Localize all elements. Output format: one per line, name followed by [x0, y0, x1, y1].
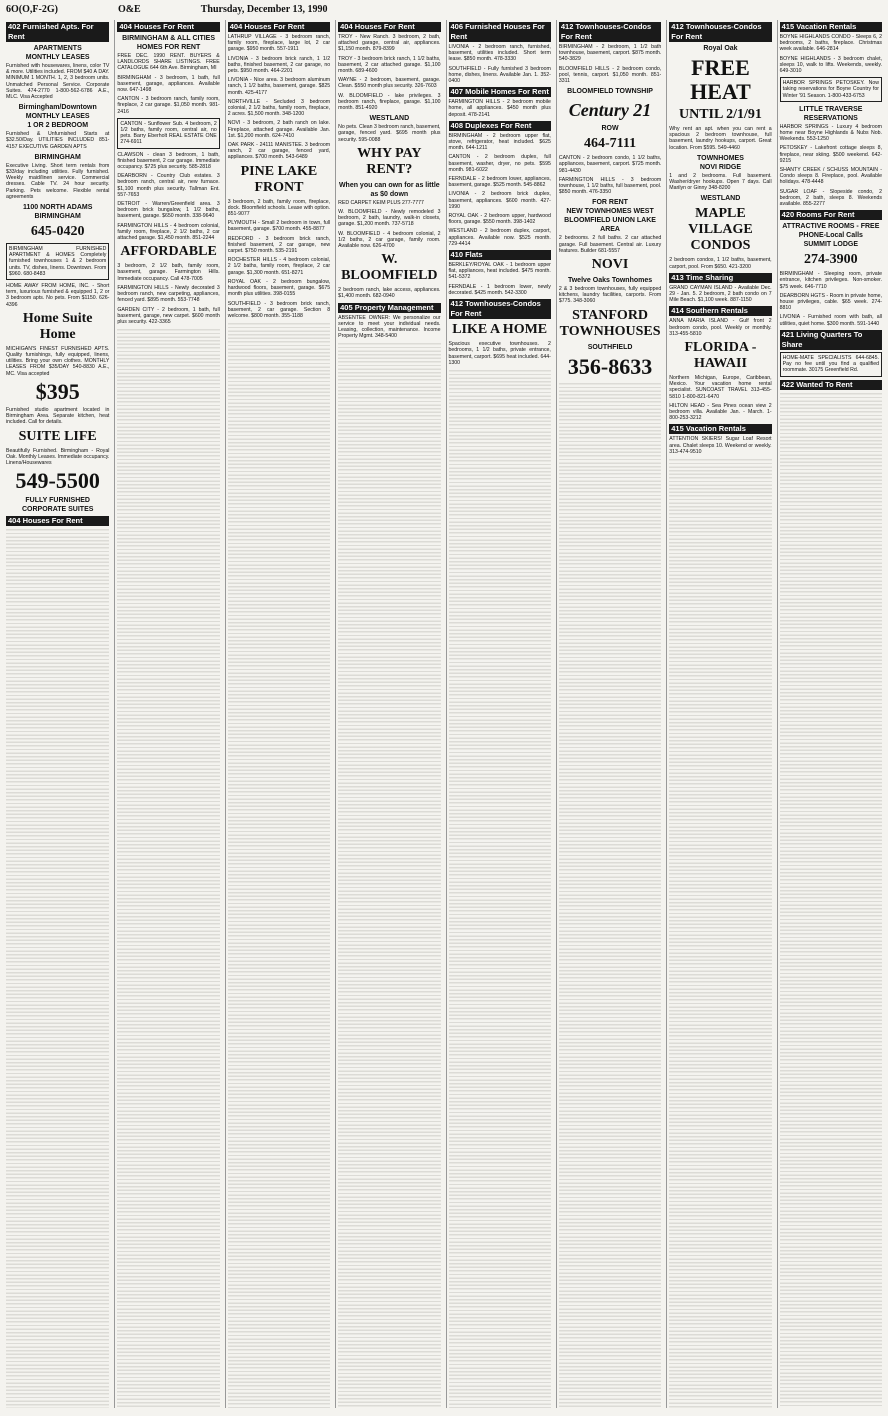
classified-ad: TROY - New Ranch. 3 bedroom, 2 bath, attached garage, central air, appliances. $1,150 month. 879-8399	[338, 34, 441, 53]
boxed-display-ad: HOME-MATE SPECIALISTS 644-6845. Pay no fee until you find a qualified roommate. 30175 Greenfield Rd.	[780, 352, 882, 377]
display-ad-heading: PINE LAKE FRONT	[240, 163, 318, 195]
classified-ad: BOYNE HIGHLANDS CONDO - Sleeps 6, 2 bedrooms, 2 baths, fireplace. Christmas week available. 646-2814	[779, 34, 882, 53]
ad-subheading: FULLY FURNISHED CORPORATE SUITES	[21, 497, 94, 514]
ad-subheading: BLOOMFIELD TOWNSHIP	[567, 88, 653, 96]
classified-ad: FERNDALE - 2 bedroom lower, appliances, basement, garage. $525 month. 545-8862	[448, 176, 551, 189]
page-number: 6O(O,F-2G)	[6, 4, 58, 15]
display-ad-heading: 274-3900	[803, 252, 858, 268]
classified-ad: Furnished studio apartment located in Birmingham Area. Separate kitchen, heat included. Call for details.	[6, 406, 110, 426]
classified-ad: WESTLAND - 2 bedroom duplex, carport, appliances. Available now. $525 month. 729-4414	[448, 228, 551, 247]
display-ad-heading: 645-0420	[30, 224, 85, 240]
ad-subheading: TOWNHOMES	[696, 154, 744, 162]
column-4	[335, 20, 442, 1408]
classified-ad: PLYMOUTH - Small 2 bedroom in town, full basement, garage. $700 month. 455-8877	[227, 220, 331, 233]
classified-ad: DEARBORN - Country Club estates. 3 bedroom ranch, central air, new furnace. $1,100 month plus security. Tallman Ent. 557-7653	[117, 173, 220, 198]
classified-ad: BIRMINGHAM - Sleeping room, private entrance, kitchen privileges. Non-smoker. $75 week. 646-7710	[779, 271, 882, 290]
classified-ad: ANNA MARIA ISLAND - Gulf front 2 bedroom condo, pool. Weekly or monthly. 313-455-5810	[669, 318, 772, 337]
ad-subheading: MONTHLY LEASES	[25, 113, 90, 121]
classified-ad: W. BLOOMFIELD - Newly remodeled 3 bedroom, 2 bath, laundry, walk-in closets, garage. $1,200 month. 737-5718	[338, 209, 441, 228]
ad-subheading: BIRMINGHAM & ALL CITIES	[122, 35, 216, 42]
section-heading: 405 Property Management	[338, 303, 440, 313]
column-2	[114, 20, 221, 1408]
classified-ad: CLAWSON - clean 3 bedroom, 1 bath, finished basement, 2 car garage. Immediate occupancy. $725 plus security. 585-2818	[117, 151, 220, 171]
classified-ad: ROYAL OAK - 2 bedroom bungalow, hardwood floors, basement, garage. $675 month plus utilities. 398-0155	[227, 278, 331, 298]
classified-ad: FREE DEC. 1990 RENT. BUYERS & LANDLORDS SHARE LISTINGS. FREE CATALOGUE 644 6th Ave. Birmingham, MI	[117, 53, 220, 72]
classified-ad: PETOSKEY - Lakefront cottage sleeps 8, fireplace, near skiing. $500 weekend. 642-9215	[779, 145, 882, 164]
boxed-display-ad: BIRMINGHAM FURNISHED APARTMENT & HOMES Completely furnished townhouses 1 & 2 bedroom units. TV, dishes, linens. Downtown. From $960. 680-8483	[6, 243, 109, 280]
column-7	[666, 20, 773, 1408]
classified-ad: LIVONIA - Furnished room with bath, all utilities, quiet home. $300 month. 591-1440	[779, 314, 882, 327]
fine-print-texture	[338, 342, 440, 1408]
page-masthead	[6, 4, 882, 18]
display-ad-heading: LIKE A HOME	[452, 322, 548, 338]
classified-ad: CANTON - 3 bedroom ranch, family room, fireplace, 2 car garage. $1,050 month. 981-2416	[117, 96, 220, 115]
classified-ad: CANTON - 2 bedroom condo, 1 1/2 baths, appliances, basement, carport. $725 month. 981-4430	[558, 155, 662, 174]
classified-ad: W. BLOOMFIELD - 4 bedroom colonial, 2 1/2 baths, 2 car garage, family room. Available now. 626-4700	[338, 230, 441, 250]
ad-subheading: Royal Oak	[703, 45, 738, 52]
classified-ad: CANTON - 2 bedroom duplex, full basement, washer, dryer, no pets. $595 month. 981-6022	[448, 154, 551, 173]
classified-ad: 3 bedroom, 2 1/2 bath, family room, basement, garage. Farmington Hills. Immediate occupancy. Call 478-7005	[117, 263, 220, 282]
ad-subheading: BIRMINGHAM	[34, 153, 81, 161]
ad-subheading: ROW	[601, 125, 619, 133]
classified-ad: Beautifully Furnished. Birmingham - Royal Oak. Monthly Leases. Immediate occupancy. Linens/Housewares	[6, 447, 110, 466]
classified-ad: SUGAR LOAF - Slopeside condo, 2 bedroom, 2 bath, sleeps 8. Weekends available. 855-2277	[779, 188, 882, 208]
section-heading: 404 Houses For Rent	[338, 22, 440, 32]
fine-print-texture	[780, 392, 882, 1409]
classified-ad: ATTENTION SKIERS! Sugar Loaf Resort area. Chalet sleeps 10. Weekend or weekly. 313-474-9510	[669, 436, 772, 455]
classified-ad: WAYNE - 2 bedroom, basement, garage. Clean. $550 month plus security. 326-7603	[338, 77, 441, 90]
classified-ad: FARMINGTON HILLS - 2 bedroom mobile home, all appliances. $450 month plus deposit. 478-2141	[448, 99, 551, 118]
classified-ad: LIVONIA - 3 bedroom brick ranch, 1 1/2 baths, finished basement, 2 car garage, no pets. $950 month. 464-2201	[227, 55, 331, 75]
classified-ad: FARMINGTON HILLS - 4 bedroom colonial, family room, fireplace, 2 1/2 baths, 2 car attached garage. $1,450 month. 851-2244	[117, 222, 220, 242]
column-6	[556, 20, 663, 1408]
classified-ad: ROYAL OAK - 2 bedroom upper, hardwood floors, garage. $550 month. 398-1402	[448, 213, 551, 226]
classified-ad: Furnished & Unfurnished Starts at $32.50/Day. UTILITIES INCLUDED 851-4157 EXECUTIVE GARDEN APTS	[6, 131, 110, 150]
display-ad-heading: Home Suite Home	[22, 310, 93, 342]
classified-ad: BERKLEY/ROYAL OAK - 1 bedroom upper flat, appliances, heat included. $475 month. 541-5372	[448, 262, 551, 281]
classified-ad: NOVI - 3 bedroom, 2 bath ranch on lake. Fireplace, attached garage. Available Jan. 1st. $1,200 month. 624-7410	[227, 120, 331, 139]
classified-ad: No pets. Clean 3 bedroom ranch, basement, garage, fenced yard. $695 month plus security. 595-0088	[338, 124, 441, 143]
ad-subheading: HOMES FOR RENT	[136, 44, 201, 51]
section-heading: 415 Vacation Rentals	[669, 424, 771, 434]
classified-columns	[4, 20, 884, 1408]
section-heading: 412 Townhouses-Condos For Rent	[669, 22, 771, 42]
display-ad-headline: 356-8633	[567, 353, 653, 379]
boxed-display-ad: CANTON - Sunflower Sub. 4 bedroom, 2 1/2 baths, family room, central air, no pets. Barry Eberholt REAL ESTATE ONE 274-6911	[117, 118, 219, 149]
section-heading: 412 Townhouses-Condos For Rent	[559, 22, 661, 42]
classified-ad: LIVONIA - Nice area. 3 bedroom aluminum ranch, 1 1/2 baths, basement, garage. $825 month. 425-4177	[227, 77, 331, 96]
classified-ad: GARDEN CITY - 2 bedroom, 1 bath, full basement, garage, new carpet. $600 month plus security. 422-3365	[117, 306, 220, 325]
section-heading: 407 Mobile Homes For Rent	[449, 87, 551, 97]
ad-subheading: APARTMENTS	[33, 45, 82, 52]
paper-name: O&E	[117, 4, 141, 15]
display-ad-heading: UNTIL 2/1/91	[679, 107, 762, 122]
classified-ad: HILTON HEAD - Sea Pines ocean view 2 bedroom villa. Available Jan. - March. 1-800-253-3212	[669, 402, 772, 422]
ad-subheading: WESTLAND	[700, 195, 741, 203]
ad-subheading: 1100 NORTH ADAMS BIRMINGHAM	[23, 204, 93, 221]
classified-ad: MICHIGAN'S FINEST FURNISHED APTS. Quality furnishings, fully equipped, linens, utilities. Bring your own clothes. MONTHLY LEASES FROM $35/DAY 540-8830 A.E., MC. Visa accepted	[6, 345, 110, 377]
section-heading: 412 Townhouses-Condos For Rent	[449, 299, 551, 319]
classified-ad: LIVONIA - 2 bedroom ranch, furnished, basement, utilities included. Short term lease. $850 month. 478-3330	[448, 44, 551, 63]
section-heading: 413 Time Sharing	[669, 273, 771, 283]
classified-ad: LATHRUP VILLAGE - 3 bedroom ranch, family room, fireplace, large lot, 2 car garage. $950 month. 557-1911	[227, 34, 331, 53]
display-ad-heading: WHY PAY RENT?	[357, 145, 422, 177]
classified-ad: HOME AWAY FROM HOME, INC. - Short term, luxurious furnished & equipped 1, 2 or 3 bedroom apts. No pets. From $1150. 626-4396	[6, 283, 110, 308]
classified-ad: GRAND CAYMAN ISLAND - Available Dec. 29 - Jan. 5. 2 bedroom, 2 bath condo on 7 Mile Beach. $1,100 week. 887-1150	[669, 284, 772, 304]
classified-ad: RED CARPET KEIM PLUS 277-7777	[338, 199, 424, 206]
classified-ad: BLOOMFIELD HILLS - 2 bedroom condo, pool, tennis, carport. $1,050 month. 851-3311	[558, 65, 662, 85]
section-heading: 404 Houses For Rent	[6, 516, 109, 526]
section-heading: 422 Wanted To Rent	[780, 380, 882, 390]
fine-print-texture	[449, 369, 551, 1408]
classified-ad: FARMINGTON HILLS - Newly decorated 3 bedroom ranch, new carpeting, appliances, fenced yard. $895 month. 553-7748	[117, 284, 220, 304]
ad-subheading: ATTRACTIVE ROOMS - FREE PHONE-Local Calls	[782, 223, 880, 240]
realtor-logo: Century 21	[568, 100, 652, 121]
section-heading: 410 Flats	[449, 250, 551, 260]
section-heading: 408 Duplexes For Rent	[449, 121, 551, 131]
classified-ad: SOUTHFIELD - 3 bedroom brick ranch, basement, 2 car garage. Section 8 welcome. $800 month. 355-1188	[227, 300, 331, 319]
fine-print-texture	[669, 458, 771, 1408]
column-8	[777, 20, 884, 1408]
fine-print-texture	[559, 382, 661, 1408]
boxed-display-ad: HARBOR SPRINGS PETOSKEY. Now taking reservations for Boyne Country for Winter '91 Season. 1-800-433-6753	[780, 77, 882, 102]
classified-ad: LIVONIA - 2 bedroom brick duplex, basement, appliances. $600 month. 427-1990	[448, 191, 551, 210]
classified-ad: SHANTY CREEK / SCHUSS MOUNTAIN - Condo sleeps 8. Fireplace, pool. Available holidays. 478-4448	[779, 167, 882, 186]
classified-ad: SOUTHFIELD - Fully furnished 3 bedroom home, dishes, linens. Available Jan. 1. 352-0400	[448, 65, 551, 85]
ad-subheading: When you can own for as little as $0 down	[338, 181, 440, 198]
fine-print-texture	[228, 322, 330, 1408]
display-ad-heading: STANFORD TOWNHOUSES	[559, 307, 661, 339]
ad-subheading: 1 OR 2 BEDROOM	[27, 122, 89, 130]
ad-subheading: WESTLAND	[369, 115, 410, 123]
classified-ad: W. BLOOMFIELD - lake privileges. 3 bedroom ranch, fireplace, garage. $1,100 month. 851-4920	[338, 92, 441, 112]
classified-ad: 1 and 2 bedrooms. Full basement. Washer/dryer hookups. Open 7 days. Call Marilyn or Ginny 348-8200	[669, 172, 772, 192]
ad-subheading: MONTHLY LEASES	[25, 54, 90, 61]
classified-ad: Furnished with housewares, linens, color TV & more. Utilities included. FROM $40 A DAY. MINIMUM 1 MONTH. 1, 2, 3 bedroom units. Unmatched Personal Service. Corporate Suites. 474-2770 1-800-562-6786 A.E., MLC. Visa Accepted	[6, 63, 110, 101]
fine-print-texture	[117, 328, 219, 1408]
classified-ad: FARMINGTON HILLS - 3 bedroom townhouse, 1 1/2 baths, full basement, pool. $850 month. 476-3350	[558, 176, 662, 196]
ad-subheading: SUMMIT LODGE	[803, 241, 859, 249]
classified-ad: 2 bedroom condos, 1 1/2 baths, basement, carport, pool. From $650. 421-3200	[669, 257, 772, 270]
display-ad-heading: FLORIDA - HAWAII	[684, 340, 757, 372]
classified-ad: Executive Living. Short term rentals from $33/day including utilities. Fully furnished. Weekly maid/linen service. Commercial dresses. Cable TV. 24 hour security. Parking. Pets welcome. Flexible rental agreements	[6, 162, 110, 200]
display-ad-heading: NOVI	[591, 257, 629, 273]
section-heading: 420 Rooms For Rent	[780, 210, 882, 220]
section-heading: 415 Vacation Rentals	[780, 22, 882, 32]
classified-ad: Why rent an apt. when you can rent a spacious 2 bedroom townhouse, full basement, laundry hookups, carport. Great location. From $595. 549-4460	[669, 126, 772, 151]
classified-ad: NORTHVILLE - Secluded 3 bedroom colonial, 2 1/2 baths, family room, fireplace, 2 acres. $1,500 month. 348-1200	[227, 98, 331, 118]
classified-ad: BIRMINGHAM - 3 bedroom, 1 bath, full basement, garage, appliances. Available now. 647-1498	[117, 74, 220, 94]
section-heading: 406 Furnished Houses For Rent	[449, 22, 551, 42]
display-ad-heading: SUITE LIFE	[18, 428, 97, 444]
section-heading: 404 Houses For Rent	[228, 22, 330, 32]
classified-ad: BOYNE HIGHLANDS - 3 bedroom chalet, sleeps 10, walk to lifts. Weekends, weekly. 649-3010	[779, 55, 882, 75]
section-heading: 402 Furnished Apts. For Rent	[6, 22, 109, 42]
display-ad-heading: AFFORDABLE	[120, 244, 217, 260]
column-5	[446, 20, 553, 1408]
column-1	[4, 20, 111, 1408]
classified-ad: 2 & 3 bedroom townhouses, fully equipped kitchens, laundry facilities, carports. From $775. 348-3060	[558, 286, 662, 305]
section-heading: 404 Houses For Rent	[117, 22, 219, 32]
classified-ad: FERNDALE - 1 bedroom lower, newly decorated. $425 month. 542-3300	[448, 283, 551, 296]
section-heading: 414 Southern Rentals	[669, 306, 771, 316]
display-ad-headline: FREE HEAT	[690, 55, 751, 104]
classified-ad: ROCHESTER HILLS - 4 bedroom colonial, 2 1/2 baths, family room, fireplace, 2 car garage. $1,300 month. 651-8271	[227, 257, 331, 276]
issue-date: Thursday, December 13, 1990	[200, 4, 328, 15]
display-ad-heading: MAPLE VILLAGE CONDOS	[688, 206, 753, 254]
fine-print-texture	[6, 528, 109, 1408]
classified-ad: 2 bedroom ranch, lake access, appliances. $1,400 month. 682-0940	[338, 287, 441, 300]
classified-ad: DEARBORN HGTS - Room in private home, house privileges, cable. $65 week. 274-8810	[779, 292, 882, 312]
classified-ad: TROY - 3 bedroom brick ranch, 1 1/2 baths, basement, 2 car attached garage. $1,100 month. 689-4600	[338, 55, 441, 75]
display-ad-heading: 464-7111	[584, 136, 637, 152]
classified-ad: BIRMINGHAM - 2 bedroom, 1 1/2 bath townhouse, basement, carport. $875 month. 540-3829	[558, 44, 662, 63]
classified-ad: OAK PARK - 24111 MANISTEE. 3 bedroom ranch, 2 car garage, fenced yard, appliances. $700 month. 543-6489	[227, 142, 331, 161]
ad-subheading: SOUTHFIELD	[587, 343, 633, 351]
ad-subheading: Birmingham/Downtown	[18, 104, 97, 112]
ad-subheading: NEW TOWNHOMES WEST BLOOMFIELD UNION LAKE AREA	[564, 208, 656, 234]
section-heading: 421 Living Quarters To Share	[780, 330, 882, 350]
classified-ad: ABSENTEE OWNER: We personalize our service to meet your individual needs. Leasing, collection, maintenance. Income Property Mgmt. 348-5400	[338, 314, 441, 340]
classified-ad: BIRMINGHAM - 2 bedroom upper flat, stove, refrigerator, heat included. $625 month. 644-1211	[448, 132, 551, 152]
ad-subheading: LITTLE TRAVERSE RESERVATIONS	[799, 105, 863, 122]
classified-ad: HARBOR SPRINGS - Luxury 4 bedroom home near Boyne Highlands & Nubs Nob. Weekends. 553-1250	[779, 123, 882, 143]
display-ad-headline: 549-5500	[15, 468, 100, 494]
classified-ad: 3 bedroom, 2 bath, family room, fireplace, dock. Bloomfield schools. Lease with option. 851-9077	[227, 198, 331, 218]
column-3	[225, 20, 332, 1408]
classified-ad: 2 bedrooms. 2 full baths. 2 car attached garage. Full basement. Central air. Luxury features. Builder 681-5557	[558, 235, 662, 254]
ad-subheading: Twelve Oaks Townhomes	[567, 277, 653, 285]
classified-ad: REDFORD - 3 bedroom brick ranch, finished basement, 2 car garage, new carpet. $750 month. 535-2191	[227, 235, 331, 255]
ad-subheading: NOVI RIDGE	[699, 163, 742, 171]
display-ad-heading: W. BLOOMFIELD	[341, 252, 438, 284]
ad-subheading: FOR RENT	[592, 199, 628, 207]
classified-ad: DETROIT - Warren/Greenfield area. 3 bedroom brick bungalow, 1 1/2 baths, basement, garage. $650 month. 338-9640	[117, 201, 220, 220]
display-ad-headline: $395	[35, 378, 80, 404]
classified-ad: Northern Michigan, Europe, Caribbean, Mexico. Your vacation home rental specialist. SUNCOAST TRAVEL 313-455-5810 1-800-821-6470	[669, 375, 772, 400]
classified-ad: Spacious executive townhouses. 2 bedrooms, 1 1/2 baths, private entrance, basement, carport. $695 heat included. 644-1300	[448, 341, 551, 366]
